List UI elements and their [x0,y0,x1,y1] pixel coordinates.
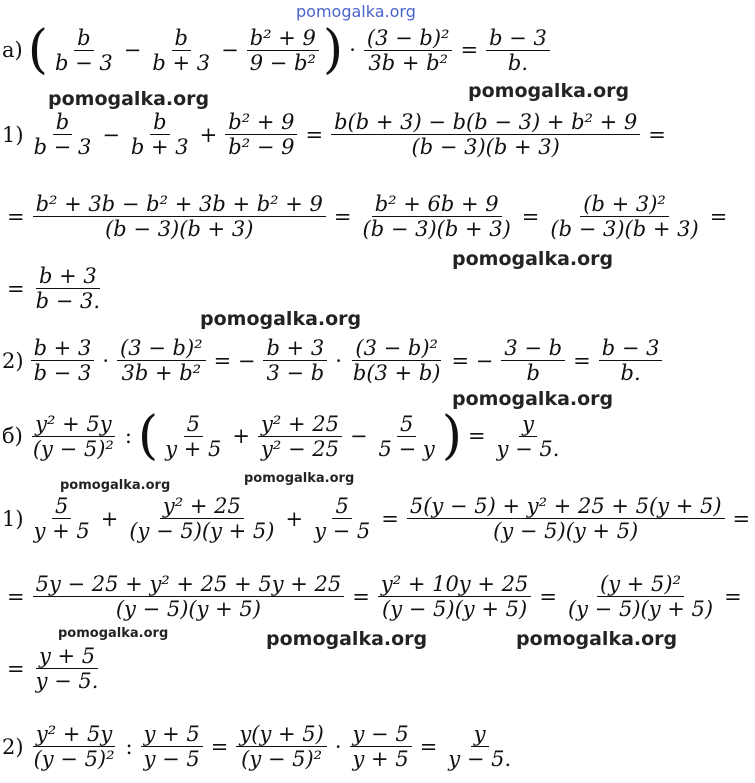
denominator: y + 5 [352,747,409,771]
part-b-step1-cont [2,572,747,621]
operator: = [521,204,540,229]
fraction [565,572,716,621]
fraction [501,336,565,385]
fraction [225,110,297,159]
operator: − [102,122,120,147]
numerator: b − 3 [599,336,663,361]
numerator: b² + 9 [225,110,297,135]
numerator: 5 [332,494,351,519]
fraction [31,336,95,385]
fraction [378,572,531,621]
part-a-step1 [2,110,671,159]
numerator: 3 − b [501,336,565,361]
paren-close: ) [322,20,344,80]
fraction [31,110,95,159]
operator: + [100,506,119,531]
fraction [360,192,514,241]
numerator: b² + 6b + 9 [372,192,502,217]
numerator: y [471,722,489,747]
denominator: b [526,361,540,385]
fraction [162,412,224,461]
fraction [128,110,192,159]
watermark: pomogalka.org [452,388,614,410]
fraction [486,26,550,75]
denominator: y + 5 [165,436,222,461]
fraction [33,644,102,693]
watermark-top: pomogalka.org [296,2,416,21]
numerator: b + 3 [31,336,95,361]
part-a-step1-result [2,264,106,313]
operator: = [419,734,438,759]
operator: = [724,584,742,609]
numerator: b + 3 [36,264,100,289]
denominator: b − 3 [33,361,92,385]
numerator: b² + 9 [247,26,319,51]
denominator: (y − 5)(y + 5) [493,519,639,543]
fraction [376,412,438,461]
operator: = [352,584,370,609]
paren-open: ( [27,20,49,80]
denominator: (y − 5)(y + 5) [567,597,714,621]
denominator: (y − 5)(y + 5) [129,519,275,543]
fraction [126,494,277,543]
operator: = [539,584,557,609]
operator: + [232,424,250,448]
numerator: y² + 5y [33,722,115,747]
operator: + [199,122,218,147]
denominator: b(3 + b) [352,361,441,385]
fraction [350,336,444,385]
denominator: b² − 9 [228,135,295,159]
numerator: (y + 5)² [597,572,684,597]
watermark: pomogalka.org [48,88,210,110]
operator: = [210,734,229,759]
denominator: (y − 5)(y + 5) [382,597,528,621]
denominator: 3b + b² [121,361,202,385]
part-b-step1-result [2,644,104,693]
operator: · [349,38,356,62]
fraction [364,26,453,75]
operator: = [732,506,751,531]
denominator: (b − 3)(b + 3) [411,135,560,159]
numerator: b [172,26,191,51]
numerator: y² + 25 [258,412,342,437]
fraction [117,336,206,385]
step-label: 2) [2,734,24,759]
operator: = − [451,348,494,373]
numerator: 5 [52,494,71,519]
denominator: 3b + b² [368,50,448,75]
denominator: y − 5 [314,519,371,543]
denominator: (y − 5)(y + 5) [115,597,261,621]
numerator: 5 [184,412,203,437]
denominator: y − 5 [143,747,200,771]
denominator: y² − 25 [260,436,339,461]
denominator: 9 − b² [249,50,316,75]
numerator: (3 − b)² [352,336,441,361]
fraction [31,722,118,771]
fraction [599,336,663,385]
part-a-problem [2,20,553,80]
operator: = [7,276,25,301]
numerator: 5 [397,412,416,437]
operator: · [334,734,342,759]
watermark: pomogalka.org [60,478,171,493]
numerator: b [150,110,169,135]
denominator: (b − 3)(b + 3) [550,217,699,241]
numerator: y + 5 [141,722,203,747]
numerator: y² + 5y [32,412,114,437]
numerator: (3 − b)² [117,336,206,361]
denominator: (b − 3)(b + 3) [362,217,511,241]
fraction [52,26,116,75]
numerator: b + 3 [263,336,327,361]
numerator: y − 5 [350,722,412,747]
fraction [33,264,103,313]
numerator: 5y − 25 + y² + 25 + 5y + 25 [33,572,345,597]
fraction [547,192,701,241]
numerator: y² + 25 [160,494,244,519]
denominator: (y − 5)² [32,436,114,461]
operator: · [102,348,109,373]
part-b-problem [2,406,565,466]
part-b-label: б) [2,424,23,448]
operator: = [648,122,666,147]
denominator: 3 − b [266,361,325,385]
operator: = [7,584,25,609]
operator: = [7,656,25,681]
fraction [33,572,345,621]
numerator: (3 − b)² [364,26,453,51]
denominator: (b − 3)(b + 3) [105,217,254,241]
numerator: y² + 10y + 25 [378,572,531,597]
operator: + [285,506,304,531]
part-a-label: а) [2,38,23,62]
watermark: pomogalka.org [200,308,362,330]
parenthesis: ( [137,406,159,466]
operator: = [381,506,399,531]
fraction [247,26,319,75]
operator: : [125,734,133,759]
fraction [141,722,203,771]
denominator: b − 3 [55,50,113,75]
denominator: b + 3 [130,135,189,159]
step-label: 2) [2,348,24,373]
parenthesis: ) [441,406,463,466]
fraction [33,192,326,241]
operator: = [709,204,728,229]
fraction [350,722,412,771]
denominator: 5 − y [378,436,435,461]
operator: = [460,38,479,62]
numerator: b [53,110,72,135]
fraction [31,494,93,543]
numerator: b [74,26,93,51]
watermark: pomogalka.org [516,628,678,650]
fraction [263,336,327,385]
part-b-step1 [2,494,755,543]
fraction [331,110,640,159]
denominator: b − 3. [35,289,101,313]
watermark: pomogalka.org [266,628,428,650]
numerator: (b + 3)² [580,192,669,217]
denominator: (y − 5)² [241,747,323,771]
denominator: (y − 5)² [33,747,115,771]
denominator: y − 5. [35,669,99,693]
denominator: y − 5. [496,436,560,461]
numerator: b² + 3b − b² + 3b + b² + 9 [33,192,326,217]
operator: = [333,204,352,229]
fraction [311,494,373,543]
denominator: b. [507,50,528,75]
denominator: y − 5. [448,747,512,771]
fraction [407,494,725,543]
operator: − [221,38,239,62]
numerator: y + 5 [36,644,98,669]
fraction [30,412,117,461]
fraction [258,412,342,461]
part-b-step2 [2,722,517,771]
step-label: 1) [2,122,24,147]
operator: = − [213,348,256,373]
operator: : [124,424,132,448]
fraction [494,412,563,461]
numerator: b − 3 [486,26,550,51]
numerator: y [519,412,537,437]
denominator: b. [620,361,641,385]
denominator: y + 5 [33,519,90,543]
numerator: b(b + 3) − b(b − 3) + b² + 9 [331,110,640,135]
operator: − [349,424,368,448]
watermark: pomogalka.org [468,80,630,102]
operator: = [305,122,324,147]
watermark: pomogalka.org [452,248,614,270]
fraction [445,722,514,771]
part-a-step1-cont [2,192,732,241]
numerator: 5(y − 5) + y² + 25 + 5(y + 5) [407,494,725,519]
step-label: 1) [2,506,24,531]
operator: = [7,204,25,229]
part-a-step2 [2,336,665,385]
operator: · [335,348,342,373]
fraction [236,722,326,771]
numerator: y(y + 5) [236,722,326,747]
watermark: pomogalka.org [244,471,355,486]
watermark: pomogalka.org [58,626,169,641]
denominator: b + 3 [152,50,211,75]
operator: = [468,424,486,448]
fraction [149,26,213,75]
denominator: b − 3 [33,135,92,159]
operator: = [573,348,591,373]
operator: − [123,38,142,62]
